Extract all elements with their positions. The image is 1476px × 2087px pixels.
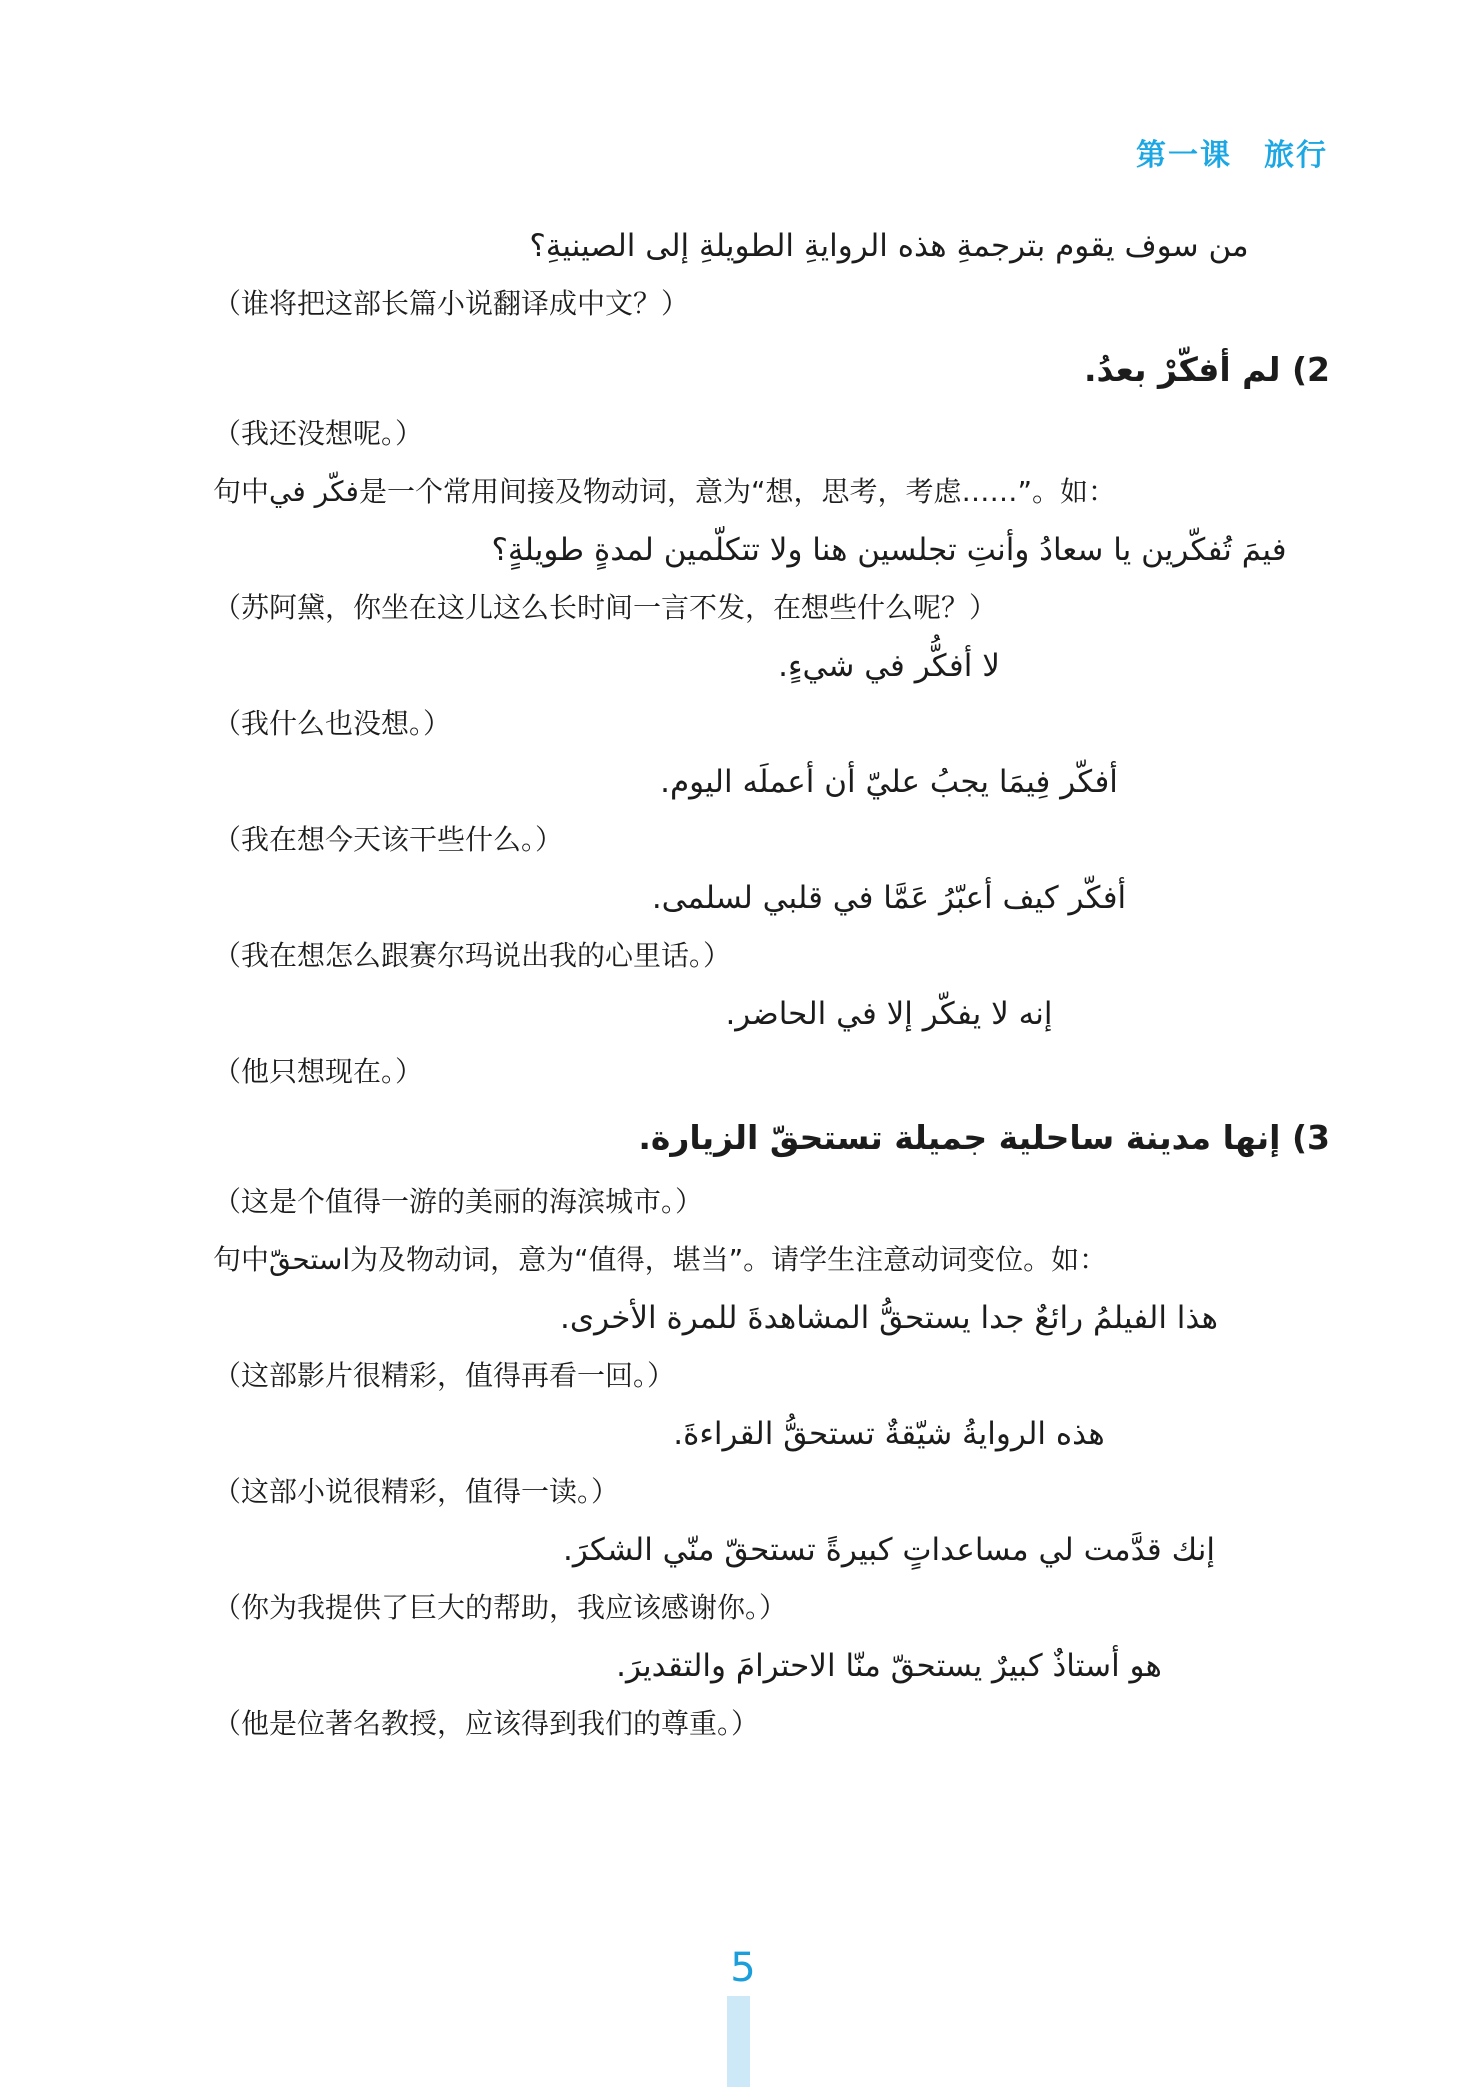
chinese-translation-line: （我什么也没想。）: [213, 707, 452, 740]
numbered-item-heading: 2) لم أفكّرْ بعدُ.: [1083, 350, 1330, 389]
arabic-example-line: فيمَ تُفكّرين يا سعادُ وأنتِ تجلسين هنا ولا تتكلّمين لمدةٍ طويلةٍ؟: [491, 532, 1287, 568]
chinese-translation-line: （我在想怎么跟赛尔玛说出我的心里话。）: [213, 939, 732, 972]
grammar-explanation-line: 句中فكّر في是一个常用间接及物动词，意为“想，思考，考虑……”。如：: [213, 475, 1116, 508]
chinese-translation-line: （我在想今天该干些什么。）: [213, 823, 564, 856]
chinese-translation-line: （苏阿黛，你坐在这儿这么长时间一言不发，在想些什么呢？）: [213, 591, 998, 624]
arabic-example-line: من سوف يقوم بترجمةِ هذه الروايةِ الطويلةِ إلى الصينيةِ؟: [529, 228, 1249, 264]
lesson-body-text: [0, 174, 1476, 1752]
chinese-translation-line: （这部影片很精彩，值得再看一回。）: [213, 1359, 676, 1392]
arabic-example-line: لا أفكُّر في شيءٍ.: [778, 648, 1000, 684]
chinese-translation-line: （谁将把这部长篇小说翻译成中文？）: [213, 287, 690, 320]
chinese-translation-line: （这部小说很精彩，值得一读。）: [213, 1475, 620, 1508]
numbered-item-heading: 3) إنها مدينة ساحلية جميلة تستحقّ الزيارة.: [638, 1118, 1330, 1157]
chinese-translation-line: （你为我提供了巨大的帮助，我应该感谢你。）: [213, 1591, 788, 1624]
arabic-example-line: أفكّر فِيمَا يجبُ عليّ أن أعملَه اليوم.: [660, 764, 1118, 800]
arabic-example-line: هذه الروايةُ شيّقةٌ تستحقُّ القراءةَ.: [673, 1416, 1105, 1452]
chinese-translation-line: （这是个值得一游的美丽的海滨城市。）: [213, 1185, 704, 1218]
arabic-example-line: إنك قدَّمت لي مساعداتٍ كبيرةً تستحقّ منّي الشكرَ.: [563, 1532, 1215, 1568]
page-footer: [0, 1945, 1476, 2087]
arabic-example-line: أفكّر كيف أعبّرُ عَمَّا في قلبي لسلمى.: [651, 880, 1127, 916]
lesson-header-title: 第一课 旅行: [1136, 138, 1328, 173]
arabic-example-line: هو أستاذٌ كبيرٌ يستحقّ منّا الاحترامَ والتقديرَ.: [616, 1648, 1162, 1684]
chinese-translation-line: （我还没想呢。）: [213, 417, 424, 450]
page-number: 5: [730, 1945, 756, 1991]
footer-decoration-bar: [727, 1996, 750, 2087]
arabic-example-line: هذا الفيلمُ رائعٌ جدا يستحقُّ المشاهدةَ للمرة الأخرى.: [559, 1300, 1219, 1336]
grammar-explanation-line: 句中استحقّ为及物动词，意为“值得，堪当”。请学生注意动词变位。如：: [213, 1243, 1108, 1276]
chinese-translation-line: （他只想现在。）: [213, 1055, 424, 1088]
chinese-translation-line: （他是位著名教授，应该得到我们的尊重。）: [213, 1707, 760, 1740]
arabic-example-line: إنه لا يفكّر إلا في الحاضر.: [725, 996, 1053, 1032]
